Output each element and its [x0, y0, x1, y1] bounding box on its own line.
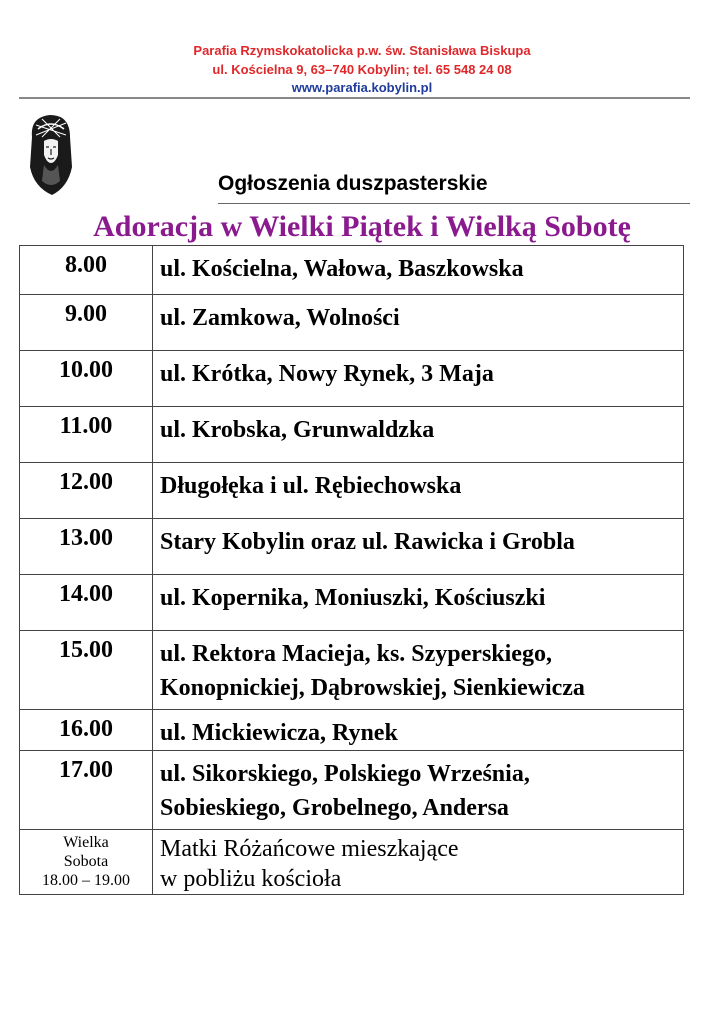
place-line: w pobliżu kościoła — [160, 866, 342, 892]
table-row — [20, 710, 684, 751]
time-cell: 15.00 — [20, 631, 153, 710]
time-cell: 14.00 — [20, 575, 153, 631]
subtitle-divider — [218, 203, 690, 204]
table-row — [20, 463, 684, 519]
time-cell: 10.00 — [20, 351, 153, 407]
place-line: ul. Sikorskiego, Polskiego Września, — [160, 761, 530, 787]
place-cell — [153, 830, 684, 895]
parish-address: ul. Kościelna 9, 63–740 Kobylin; tel. 65 548 24 08 — [212, 62, 512, 77]
place-line: Matki Różańcowe mieszkające — [160, 836, 459, 862]
place-cell: Stary Kobylin oraz ul. Rawicka i Grobla — [153, 519, 684, 575]
table-row — [20, 351, 684, 407]
table-row — [20, 751, 684, 830]
time-line: Wielka — [63, 834, 109, 851]
adoration-schedule-table — [19, 245, 684, 895]
table-row — [20, 631, 684, 710]
time-cell: 17.00 — [20, 751, 153, 830]
christ-with-crown-of-thorns-icon — [22, 107, 80, 197]
time-cell: 12.00 — [20, 463, 153, 519]
time-line: Sobota — [63, 853, 109, 870]
time-line: 18.00 – 19.00 — [42, 872, 130, 889]
header-divider — [19, 97, 690, 99]
place-line: ul. Rektora Macieja, ks. Szyperskiego, — [160, 641, 552, 667]
page-subtitle: Ogłoszenia duszpasterskie — [218, 172, 488, 195]
parish-name: Parafia Rzymskokatolicka p.w. św. Stanisława Biskupa — [193, 43, 531, 58]
time-cell: 9.00 — [20, 295, 153, 351]
table-row — [20, 830, 684, 895]
time-cell — [20, 830, 153, 895]
place-cell: ul. Mickiewicza, Rynek — [153, 710, 684, 751]
time-cell: 16.00 — [20, 710, 153, 751]
page-title: Adoracja w Wielki Piątek i Wielką Sobotę — [93, 210, 631, 243]
place-cell: ul. Krótka, Nowy Rynek, 3 Maja — [153, 351, 684, 407]
place-cell: ul. Zamkowa, Wolności — [153, 295, 684, 351]
time-cell: 13.00 — [20, 519, 153, 575]
table-row — [20, 295, 684, 351]
place-line: Konopnickiej, Dąbrowskiej, Sienkiewicza — [160, 675, 585, 701]
place-cell: ul. Kościelna, Wałowa, Baszkowska — [153, 246, 684, 295]
place-line: Sobieskiego, Grobelnego, Andersa — [160, 795, 509, 821]
table-row — [20, 246, 684, 295]
place-cell — [153, 631, 684, 710]
place-cell: ul. Krobska, Grunwaldzka — [153, 407, 684, 463]
place-cell: ul. Kopernika, Moniuszki, Kościuszki — [153, 575, 684, 631]
parish-website-link[interactable]: www.parafia.kobylin.pl — [291, 80, 433, 95]
place-cell: Długołęka i ul. Rębiechowska — [153, 463, 684, 519]
place-cell — [153, 751, 684, 830]
time-cell: 8.00 — [20, 246, 153, 295]
table-row — [20, 575, 684, 631]
time-cell: 11.00 — [20, 407, 153, 463]
table-row — [20, 519, 684, 575]
table-row — [20, 407, 684, 463]
